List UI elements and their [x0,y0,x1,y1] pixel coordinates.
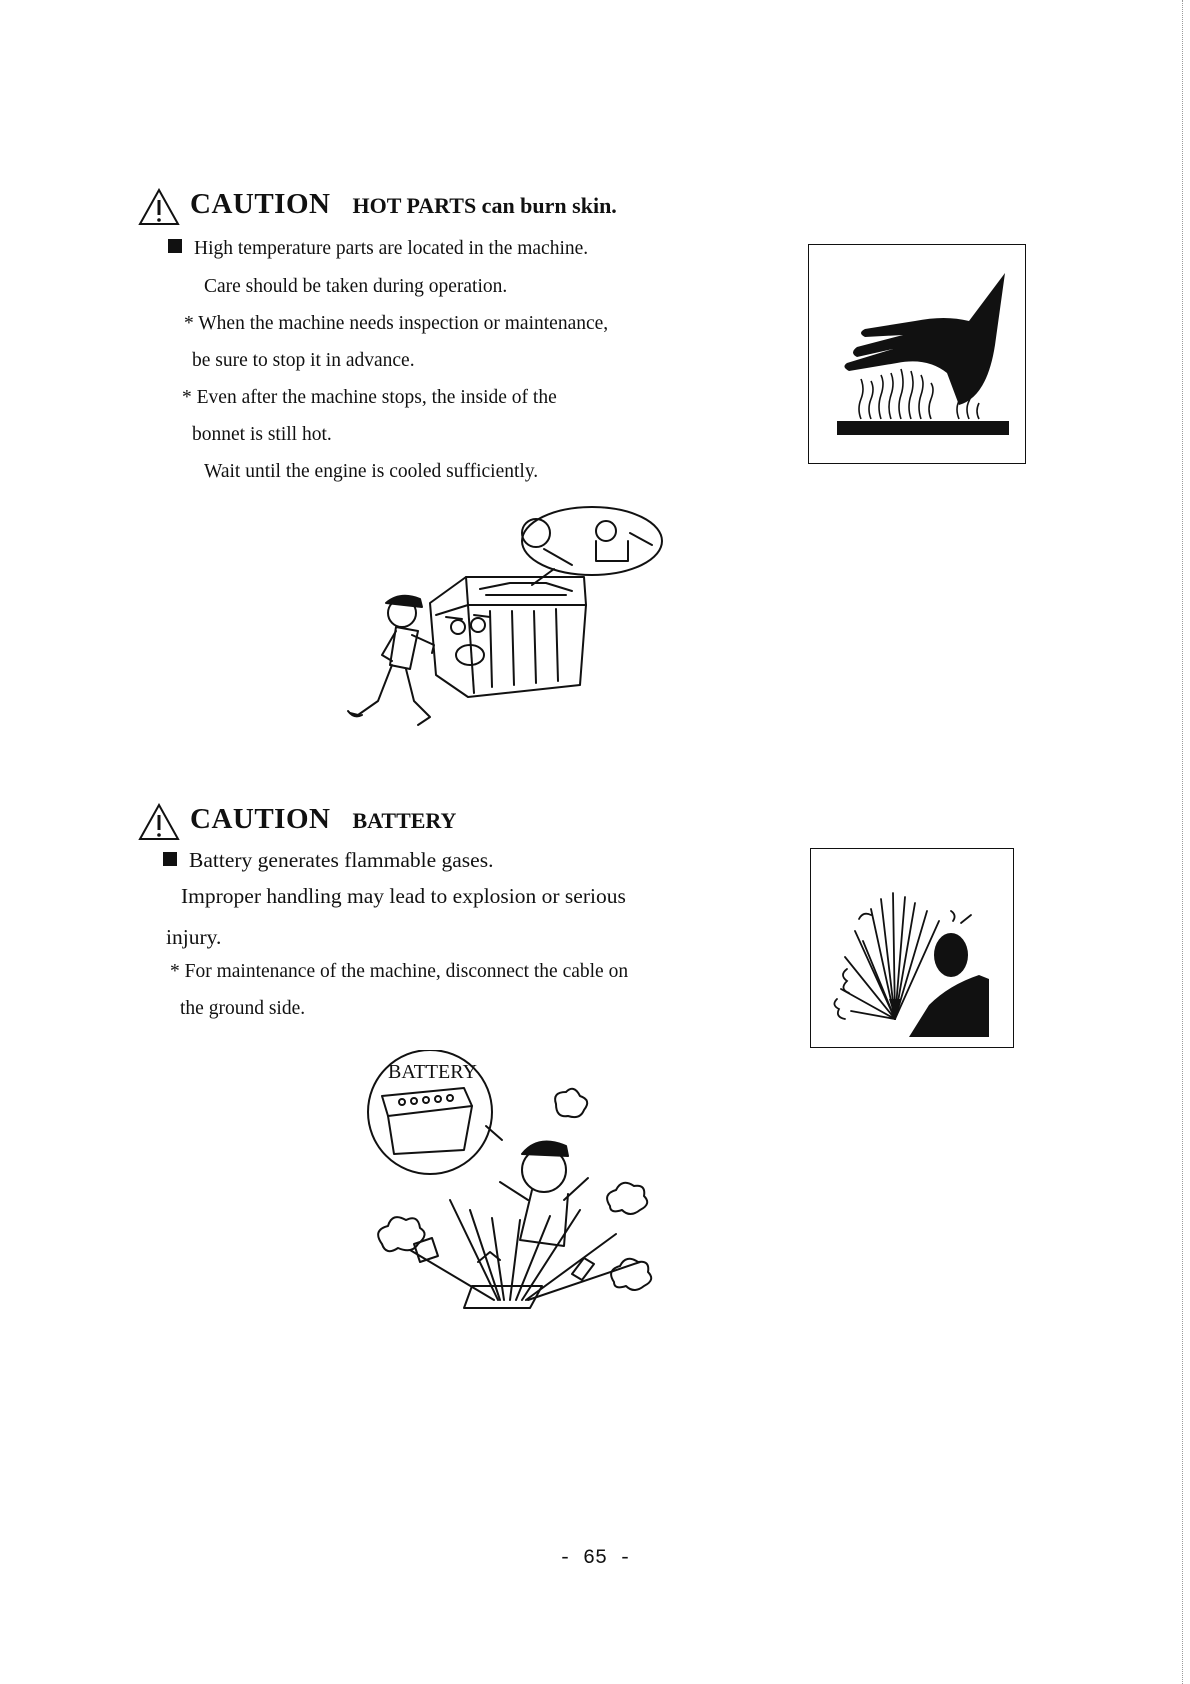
text-line: Care should be taken during operation. [204,276,508,297]
hot-surface-symbol [808,244,1026,464]
text-line: injury. [166,925,222,949]
battery-label: BATTERY [388,1061,477,1083]
text-line: * For maintenance of the machine, disconnect the cable on [170,961,629,982]
text-line: Wait until the engine is cooled sufficiently. [204,461,539,482]
caution-subject: HOT PARTS can burn skin. [352,193,617,218]
caution-label: CAUTION [190,188,331,220]
warning-triangle-icon [138,803,180,841]
caution-heading-battery [138,803,456,841]
explosion-hazard-icon [811,849,1013,1047]
text-line: * When the machine needs inspection or maintenance, [184,313,609,334]
text-line: * Even after the machine stops, the inside of the [182,387,557,408]
warning-triangle-icon [138,188,180,226]
text-line: the ground side. [180,998,306,1019]
bullet-square-icon [163,852,177,866]
hot-surface-hand-icon [809,245,1025,463]
text-line: High temperature parts are located in the machine. [168,238,588,260]
page-edge-line [1182,0,1183,1684]
text-line: Battery generates flammable gases. [163,848,493,873]
caution-heading-hot-parts [138,188,617,226]
running-man-generator-illustration [340,505,670,735]
page-number: - 65 - [558,1547,631,1570]
explosion-symbol [810,848,1014,1048]
text-line: be sure to stop it in advance. [192,350,415,371]
battery-explosion-illustration [360,1050,690,1310]
caution-subject: BATTERY [352,808,457,833]
caution-label: CAUTION [190,803,331,835]
text-line: Improper handling may lead to explosion or serious [181,884,626,908]
bullet-square-icon [168,239,182,253]
text-line: bonnet is still hot. [192,424,332,445]
